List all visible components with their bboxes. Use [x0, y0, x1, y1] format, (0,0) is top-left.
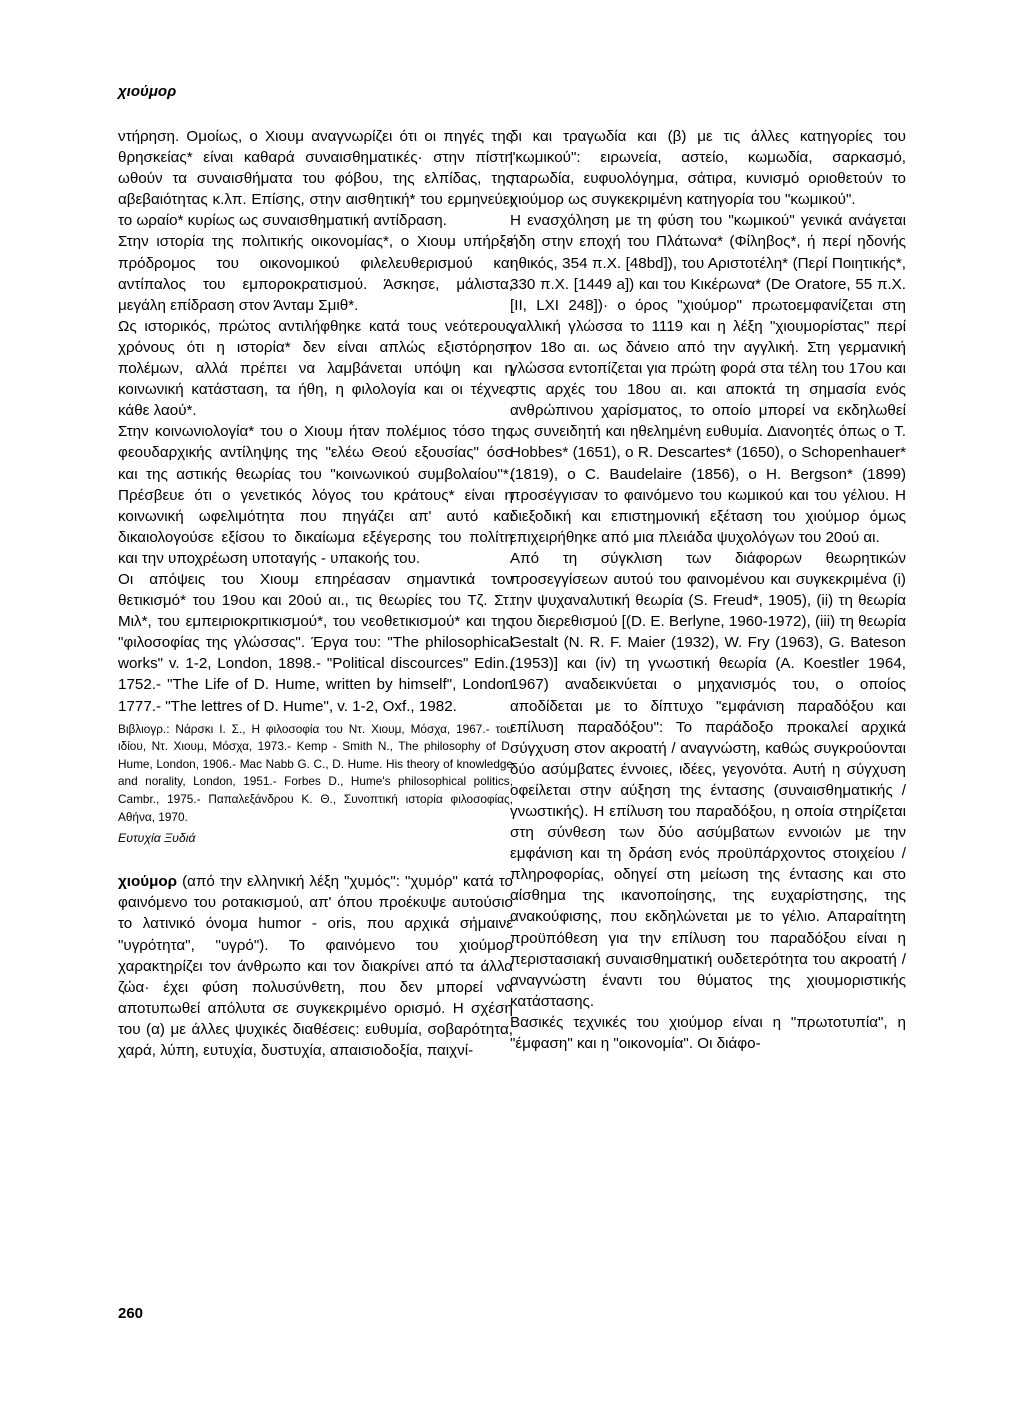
hume-paragraph: Ως ιστορικός, πρώτος αντιλήφθηκε κατά τους νεότερους χρόνους ότι η ιστορία* δεν είναι απλώς εξιστόρηση πολέμων, αλλά πρέπει να λαμβάνεται υπόψη και η κοινωνική κατάσταση, τα ήθη, η φιλολογία και οι τέχνες κάθε λαού*.	[118, 317, 513, 420]
humor-paragraph: Η ενασχόληση με τη φύση του "κωμικού" γενικά ανάγεται ήδη στην εποχή του Πλάτωνα* (Φίληβος*, ή περί ηδονής ηθικός, 354 π.Χ. [48bd]), του Αριστοτέλη* (Περί Ποιητικής*, 330 π.Χ. [1449 a]) και του Κικέρωνα* (De Oratore, 55 π.Χ. [II, LXI 248])· ο όρος "χιούμορ" πρωτοεμφανίζεται στη γαλλική γλώσσα το 1119 και η λέξη "χιουμορίστας" περί τον 18ο αι. ως δάνειο από την αγγλική. Στη γερμανική γλώσσα εντοπίζεται για πρώτη φορά στα τέλη του 17ου και στις αρχές του 18ου αι. και αποκτά τη σημασία ενός ανθρώπινου χαρίσματος, το οποίο μπορεί να εκδηλωθεί ως συνειδητή και ηθελημένη ευθυμία. Διανοητές όπως ο Τ. Hobbes* (1651), ο R. Descartes* (1650), ο Schopenhauer* (1819), ο C. Baudelaire (1856), ο H. Bergson* (1899) προσέγγισαν το φαινόμενο του κωμικού και του γέλιου. Η διεξοδική και επιστημονική εξέταση του χιούμορ όμως επιχειρήθηκε από μια πλειάδα ψυχολόγων του 20ού αι.	[510, 212, 906, 546]
hume-paragraph: ντήρηση. Ομοίως, ο Χιουμ αναγνωρίζει ότι οι πηγές της θρησκείας* είναι καθαρά συναισθηματικές· στην πίστη ωθούν τα συναισθήματα του φόβου, της ελπίδας, της αβεβαιότητας κ.λπ. Επίσης, στην αισθητική* του ερμηνεύει το ωραίο* κυρίως ως συναισθηματική αντίδραση.	[118, 128, 513, 230]
running-header: χιούμορ	[118, 83, 177, 100]
right-column	[510, 126, 906, 1054]
page-number: 260	[118, 1305, 144, 1322]
humor-entry	[118, 871, 513, 1061]
bibliography: Βιβλιογρ.: Νάρσκι Ι. Σ., Η φιλοσοφία του Ντ. Χιουμ, Μόσχα, 1967.- του ιδίου, Ντ. Χιουμ, Μόσχα, 1973.- Kemp - Smith N., The philosophy of D. Hume, London, 1906.- Mac Nabb G. C., D. Hume. His theory of knowledge and norality, London, 1951.- Forbes D., Hume's philosophical politics, Cambr., 1975.- Παπαλεξάνδρου Κ. Θ., Συνοπτική ιστορία φιλοσοφίας, Αθήνα, 1970.	[118, 721, 513, 824]
author-signature: Ευτυχία Ξυδιά	[118, 831, 196, 846]
entry-headword: χιούμορ	[118, 873, 178, 891]
hume-paragraph: Στην ιστορία της πολιτικής οικονομίας*, ο Χιουμ υπήρξε πρόδρομος του οικονομικού φιλελευθερισμού και αντίπαλος του εμποροκρατισμού. Άσκησε, μάλιστα, μεγάλη επίδραση στον Άνταμ Σμιθ*.	[118, 233, 513, 314]
hume-paragraph: Οι απόψεις του Χιουμ επηρέασαν σημαντικά τον θετικισμό* του 19ου και 20ού αι., τις θεωρίες του Τζ. Στ. Μιλ*, του εμπειριοκριτικισμού*, του νεοθετικισμού* και της "φιλοσοφίας της γλώσσας". Έργα του: "The philosophical works" v. 1-2, London, 1898.- "Political discources" Edin., 1752.- "The Life of D. Hume, written by himself", London 1777.- "The lettres of D. Hume", v. 1-2, Oxf., 1982.	[118, 570, 513, 715]
entry-text: (από την ελληνική λέξη "χυμός": "χυμόρ" κατά το φαινόμενο του ροτακισμού, απ' όπου προέκυψε αυτούσιο το λατινικό όνομα humor - oris, που αρχικά σήμαινε "υγρότητα", "υγρό"). Το φαινόμενο του χιούμορ χαρακτηρίζει τον άνθρωπο και τον διακρίνει από τα άλλα ζώα· έχει φύση πολυσύνθετη, που δεν μπορεί να αποτυπωθεί απόλυτα σε συγκεκριμένο ορισμό. Η σχέση του (α) με άλλες ψυχικές διαθέσεις: ευθυμία, σοβαρότητα, χαρά, λύπη, ευτυχία, δυστυχία, απαισιοδοξία, παιχνί-	[118, 873, 513, 1060]
left-column	[118, 126, 513, 1061]
humor-paragraph: δι και τραγωδία και (β) με τις άλλες κατηγορίες του "κωμικού": ειρωνεία, αστείο, κωμωδία, σαρκασμό, παρωδία, ευφυολόγημα, σάτιρα, κυνισμό οριοθετούν το χιούμορ ως συγκεκριμένη κατηγορία του "κωμικού".	[510, 128, 906, 209]
hume-paragraph: Στην κοινωνιολογία* του ο Χιουμ ήταν πολέμιος τόσο της φεουδαρχικής αντίληψης της "ελέω Θεού εξουσίας" όσο και της αστικής θεωρίας του "κοινωνικού συμβολαίου"*. Πρέσβευε ότι ο γενετικός λόγος του κράτους* είναι η κοινωνική ωφελιμότητα που πηγάζει απ' αυτό και δικαιολογούσε εξίσου το δικαίωμα εξέγερσης του πολίτη και την υποχρέωση υποταγής - υπακοής του.	[118, 423, 513, 567]
humor-paragraph: Από τη σύγκλιση των διάφορων θεωρητικών προσεγγίσεων αυτού του φαινομένου και συγκεκριμένα (i) την ψυχαναλυτική θεωρία (S. Freud*, 1905), (ii) τη θεωρία του διερεθισμού [(D. E. Berlyne, 1960-1972), (iii) τη θεωρία Gestalt (N. R. F. Maier (1932), W. Fry (1963), G. Bateson (1953)] και (iv) τη γνωστική θεωρία (A. Koestler 1964, 1967) αναδεικνύεται ο μηχανισμός του, ο οποίος αποδίδεται με το δίπτυχο "εμφάνιση παραδόξου και επίλυση παραδόξου": Το παράδοξο προκαλεί αρχικά σύγχυση στον ακροατή / αναγνώστη, καθώς συγκρούονται δύο ασύμβατες έννοιες, ιδέες, γεγονότα. Αυτή η σύγχυση οφείλεται στην αύξηση της έντασης (συναισθηματικής / γνωστικής). Η επίλυση του παραδόξου, η οποία στηρίζεται στη σύνθεση των δύο ασύμβατων εννοιών με την εμφάνιση και τη δράση ενός προϋπάρχοντος στοιχείου / πληροφορίας, οδηγεί στη μείωση της έντασης και στο αίσθημα της ικανοποίησης, της ευχαρίστησης, της ανακούφισης, που εκδηλώνεται με το γέλιο. Απαραίτητη προϋπόθεση για την επίλυση του παραδόξου είναι η περιστασιακή συναισθηματική ουδετερότητα του ακροατή / αναγνώστη έναντι του θύματος της χιουμοριστικής κατάστασης.	[510, 549, 906, 1010]
humor-paragraph: Βασικές τεχνικές του χιούμορ είναι η "πρωτοτυπία", η "έμφαση" και η "οικονομία". Οι διάφο-	[510, 1013, 906, 1053]
